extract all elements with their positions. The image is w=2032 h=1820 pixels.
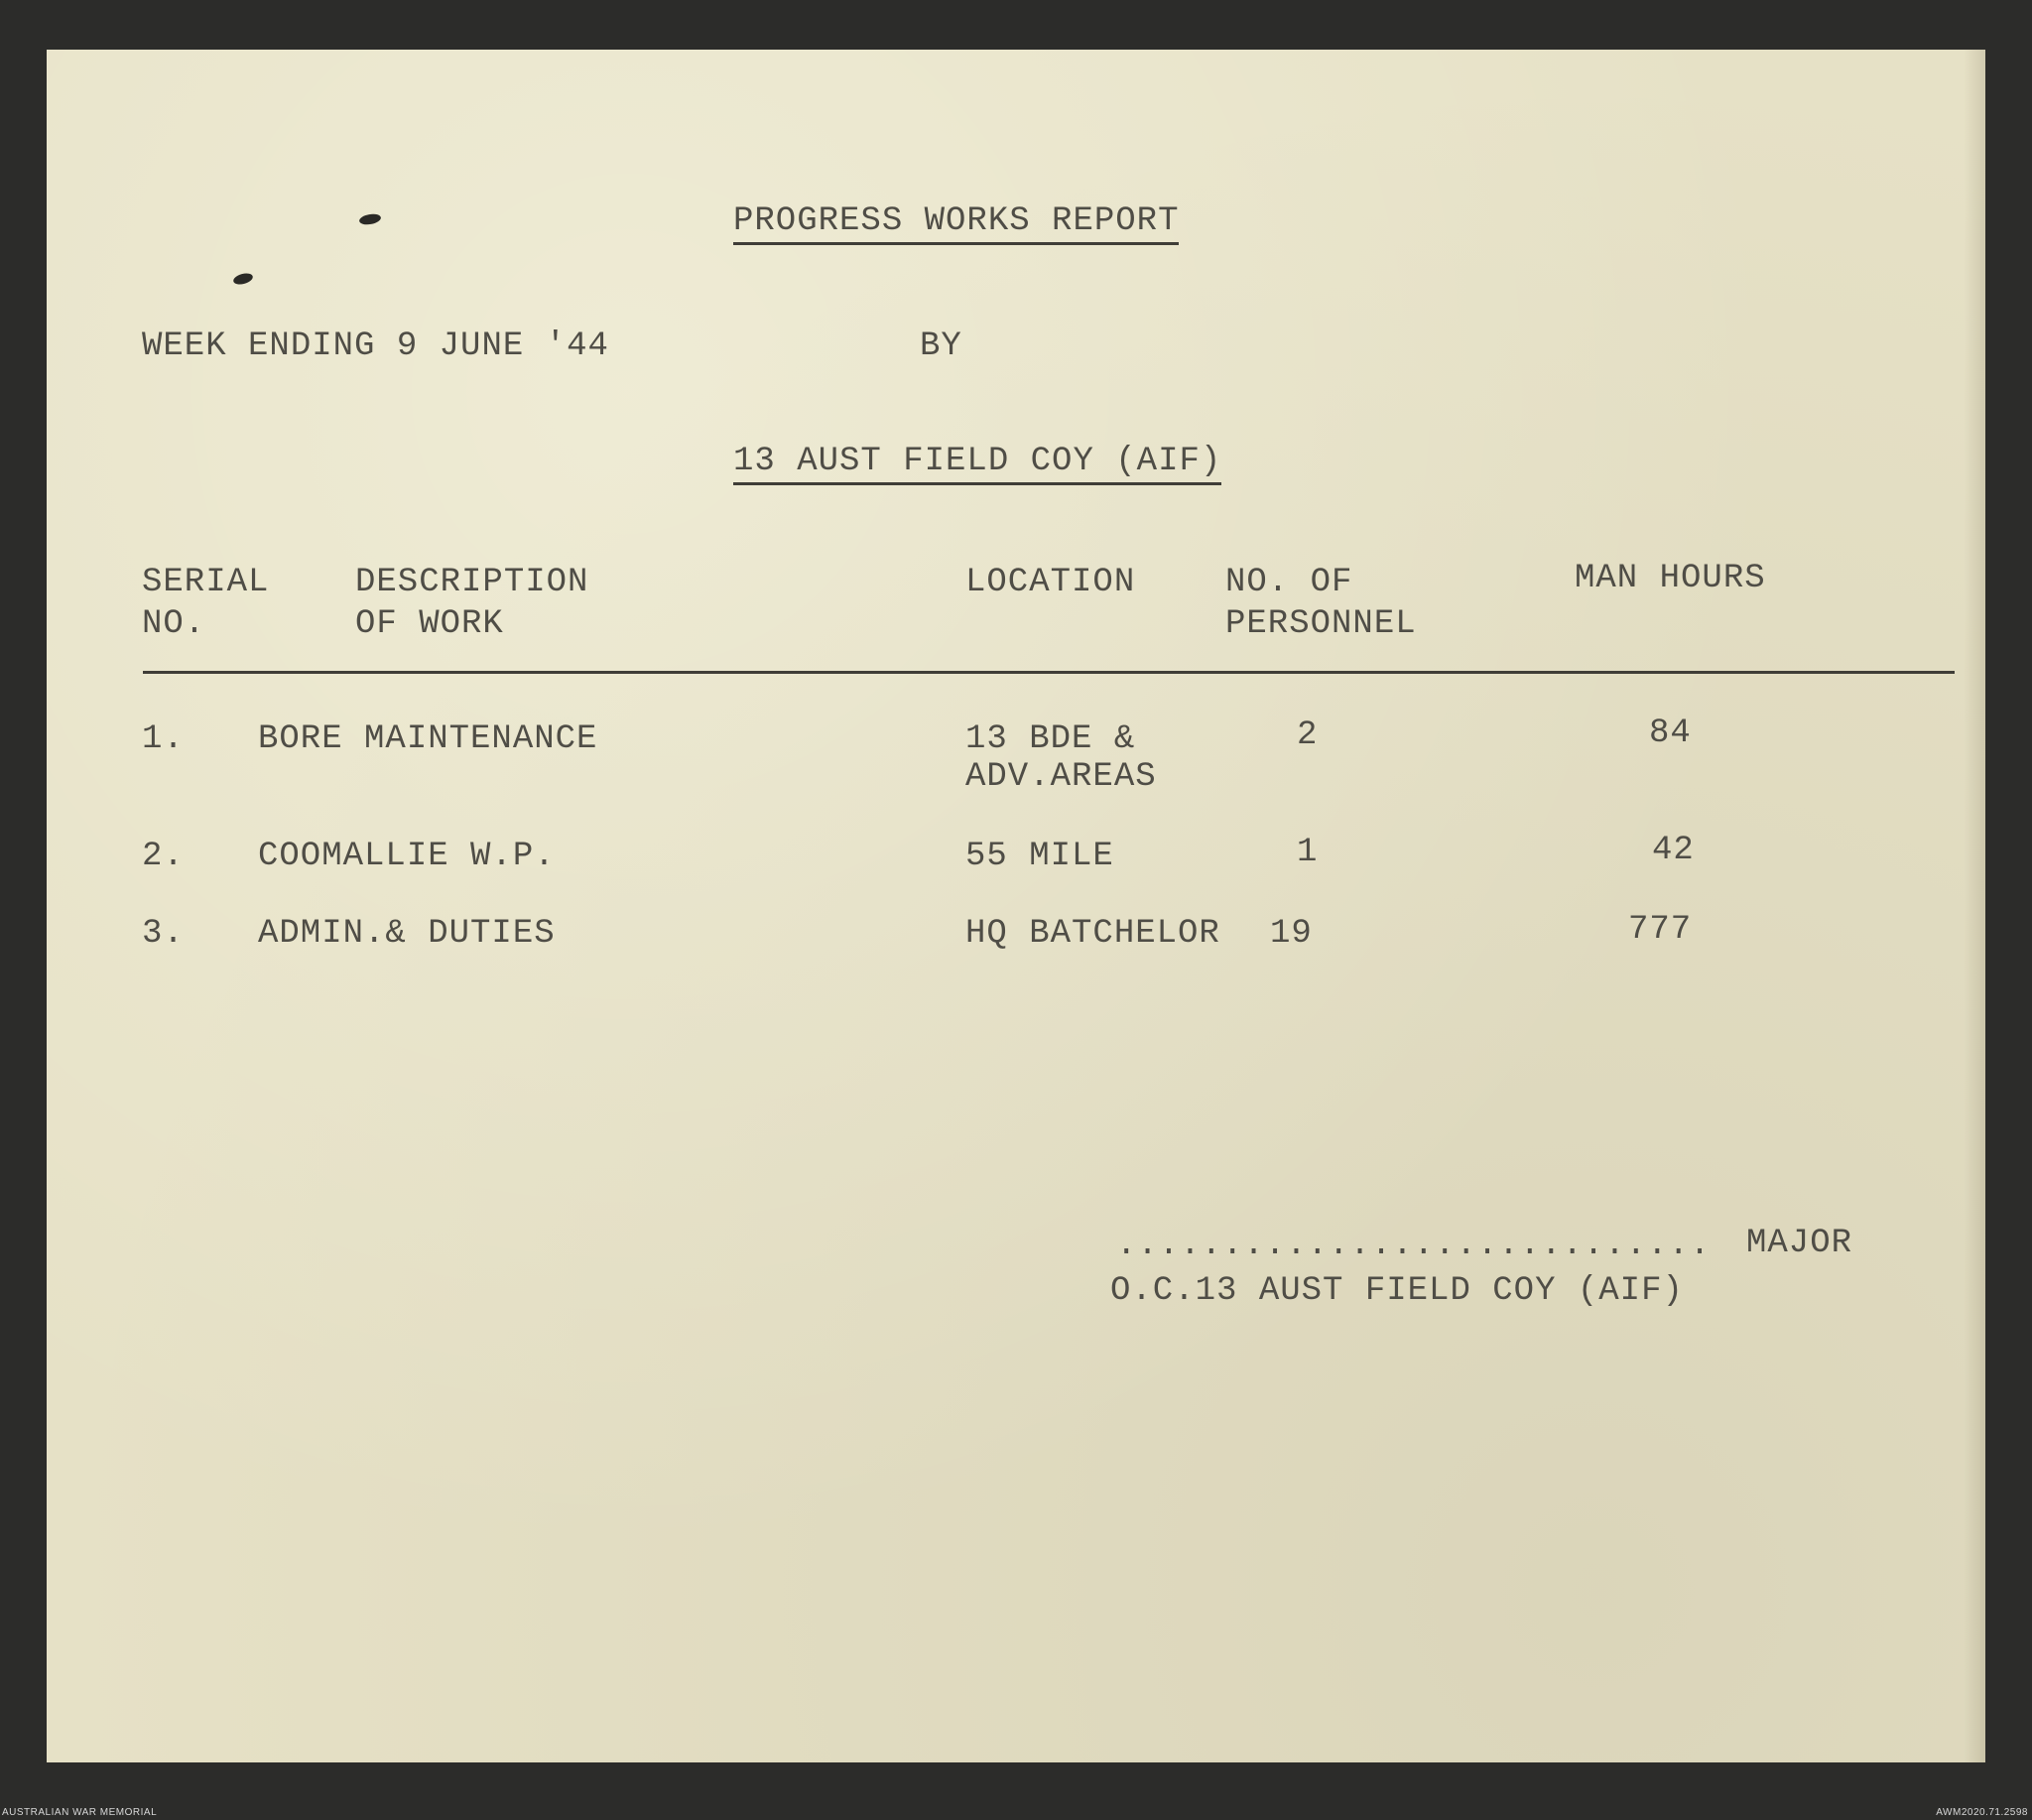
row-personnel: 19 — [1270, 915, 1313, 953]
row-location-line1: HQ BATCHELOR — [965, 915, 1220, 953]
header-description-line1: DESCRIPTION — [355, 564, 589, 601]
row-location-line1: 55 MILE — [965, 838, 1114, 875]
header-location: LOCATION — [965, 564, 1136, 601]
report-title: PROGRESS WORKS REPORT — [733, 204, 1179, 245]
header-rule — [143, 671, 1955, 674]
row-man-hours: 777 — [1628, 911, 1693, 949]
header-personnel-line1: NO. OF — [1225, 564, 1353, 601]
signature-title: O.C.13 AUST FIELD COY (AIF) — [1110, 1272, 1684, 1310]
row-location-line2: ADV.AREAS — [965, 758, 1157, 796]
header-serial-line2: NO. — [142, 605, 206, 643]
row-personnel: 1 — [1297, 834, 1319, 871]
row-personnel: 2 — [1297, 716, 1319, 754]
archive-credit: AUSTRALIAN WAR MEMORIAL — [2, 1807, 158, 1818]
unit-title: 13 AUST FIELD COY (AIF) — [733, 445, 1221, 485]
row-description: COOMALLIE W.P. — [258, 838, 556, 875]
row-serial: 1. — [142, 720, 185, 758]
signature-line: ............................ — [1116, 1227, 1712, 1264]
by-label: BY — [920, 327, 962, 365]
row-serial: 3. — [142, 915, 185, 953]
week-ending: WEEK ENDING 9 JUNE '44 — [142, 327, 609, 365]
header-man-hours: MAN HOURS — [1575, 560, 1766, 597]
row-description: ADMIN.& DUTIES — [258, 915, 556, 953]
row-serial: 2. — [142, 838, 185, 875]
row-man-hours: 84 — [1649, 715, 1692, 752]
punch-hole — [358, 212, 381, 226]
paper-edge-shadow — [1964, 50, 1985, 1762]
row-location-line1: 13 BDE & — [965, 720, 1136, 758]
header-serial-line1: SERIAL — [142, 564, 270, 601]
punch-hole — [232, 272, 254, 287]
row-man-hours: 42 — [1652, 832, 1695, 869]
document-page — [47, 50, 1985, 1762]
header-personnel-line2: PERSONNEL — [1225, 605, 1417, 643]
header-description-line2: OF WORK — [355, 605, 504, 643]
signature-rank: MAJOR — [1746, 1225, 1853, 1262]
archive-reference: AWM2020.71.2598 — [1936, 1807, 2028, 1818]
row-description: BORE MAINTENANCE — [258, 720, 598, 758]
